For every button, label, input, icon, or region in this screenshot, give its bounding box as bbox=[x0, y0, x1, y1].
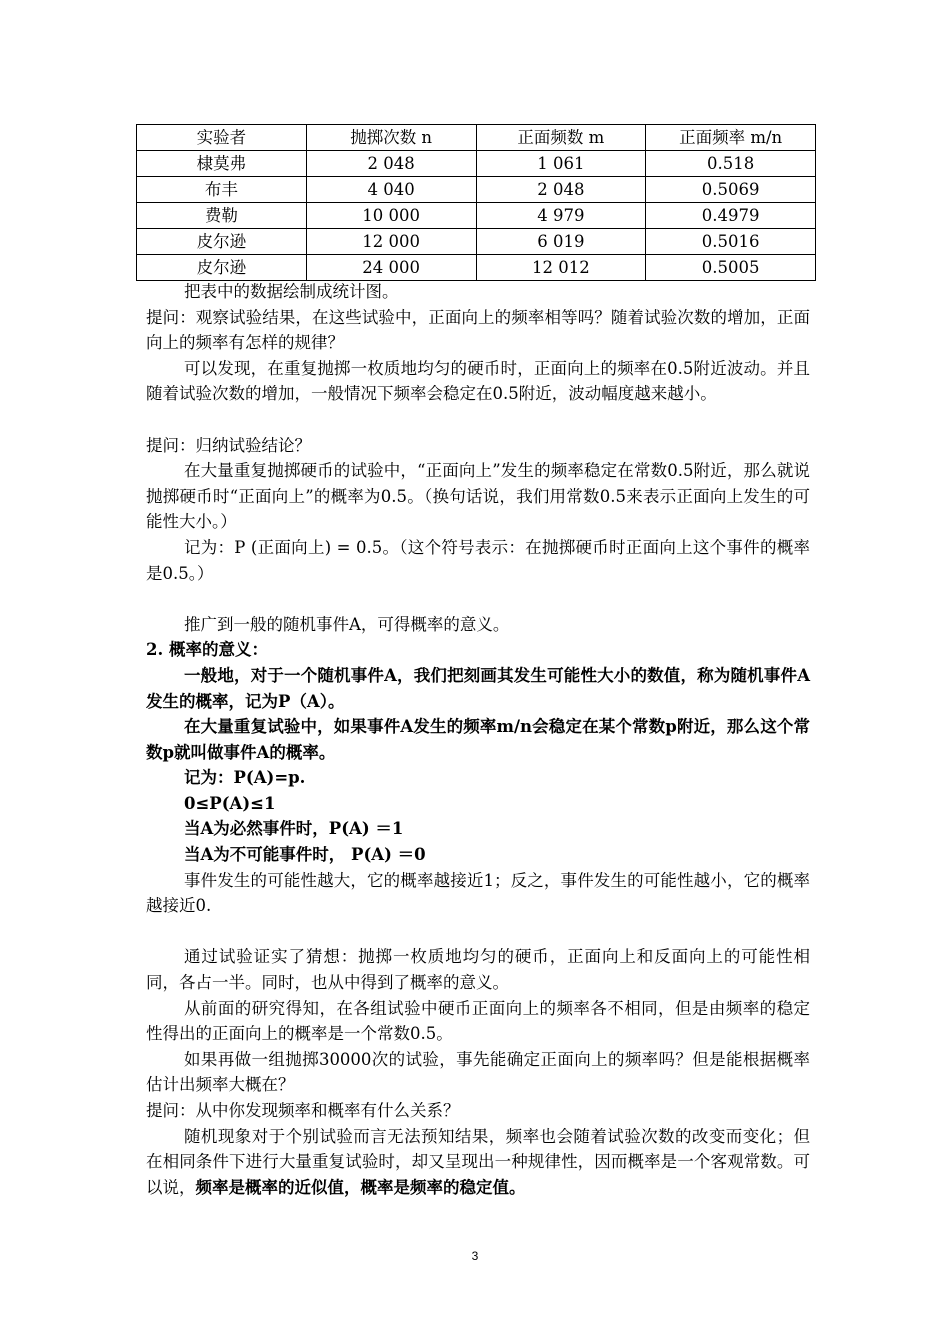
table-cell: 2 048 bbox=[476, 177, 646, 203]
table-row bbox=[137, 177, 816, 203]
table-cell: 0.4979 bbox=[646, 203, 816, 229]
paragraph: 把表中的数据绘制成统计图。 bbox=[184, 282, 399, 301]
header-cell: 抛掷次数 n bbox=[306, 125, 476, 151]
header-cell: 正面频数 m bbox=[476, 125, 646, 151]
question-paragraph: 提问：归纳试验结论？ bbox=[146, 435, 311, 455]
question-paragraph: 提问：从中你发现频率和概率有什么关系？ bbox=[146, 1101, 460, 1120]
paragraph: 在大量重复抛掷硬币的试验中，“正面向上”发生的频率稳定在常数0.5附近，那么就说抛掷硬币时“正面向上”的概率为0.5。（换句话说，我们用常数0.5来表示正面向上发生的可能性大小。） bbox=[146, 461, 810, 532]
formula-line: 当A为必然事件时，P(A) ＝1 bbox=[184, 819, 404, 839]
paragraph: 记为：P (正面向上) = 0.5。（这个符号表示：在抛掷硬币时正面向上这个事件的概率是0.5。） bbox=[146, 537, 810, 583]
conclusion-text: 随机现象对于个别试验而言无法预知结果，频率也会随着试验次数的改变而变化；但在相同条件下进行大量重复试验时，却又呈现出一种规律性，因而概率是一个客观常数。可以说， bbox=[146, 1126, 810, 1197]
table-row bbox=[137, 203, 816, 229]
question-paragraph: 提问：观察试验结果，在这些试验中，正面向上的频率相等吗？随着试验次数的增加，正面向上的频率有怎样的规律？ bbox=[146, 307, 810, 353]
paragraph: 如果再做一组抛掷30000次的试验，事先能确定正面向上的频率吗？但是能根据概率估计出频率大概在？ bbox=[146, 1049, 810, 1095]
table-row bbox=[137, 229, 816, 255]
table-row bbox=[137, 151, 816, 177]
table-cell: 1 061 bbox=[476, 151, 646, 177]
table-cell: 0.5069 bbox=[646, 177, 816, 203]
table-cell: 10 000 bbox=[306, 203, 476, 229]
section-heading: 2. 概率的意义： bbox=[146, 640, 268, 660]
table-cell: 皮尔逊 bbox=[137, 229, 307, 255]
table-cell: 棣莫弗 bbox=[137, 151, 307, 177]
paragraph: 推广到一般的随机事件A，可得概率的意义。 bbox=[184, 614, 510, 634]
table-cell: 0.5005 bbox=[646, 255, 816, 281]
table-cell: 24 000 bbox=[306, 255, 476, 281]
table-row bbox=[137, 255, 816, 281]
page-number: 3 bbox=[471, 1249, 479, 1263]
coin-toss-table bbox=[136, 124, 816, 281]
table-cell: 皮尔逊 bbox=[137, 255, 307, 281]
table-cell: 0.5016 bbox=[646, 229, 816, 255]
table-header-row bbox=[137, 125, 816, 151]
formula-line: 0≤P(A)≤1 bbox=[184, 793, 276, 813]
definition-paragraph: 一般地，对于一个随机事件A，我们把刻画其发生可能性大小的数值，称为随机事件A发生的概率，记为P（A）。 bbox=[146, 665, 810, 711]
body-text bbox=[146, 279, 810, 1200]
table-cell: 4 979 bbox=[476, 203, 646, 229]
table-cell: 布丰 bbox=[137, 177, 307, 203]
table-cell: 12 000 bbox=[306, 229, 476, 255]
formula-line: 当A为不可能事件时， P(A) ＝0 bbox=[184, 845, 426, 865]
header-cell: 正面频率 m/n bbox=[646, 125, 816, 151]
header-cell: 实验者 bbox=[137, 125, 307, 151]
paragraph: 事件发生的可能性越大，它的概率越接近1；反之，事件发生的可能性越小，它的概率越接近0. bbox=[146, 870, 810, 916]
table-cell: 0.518 bbox=[646, 151, 816, 177]
definition-paragraph: 在大量重复试验中，如果事件A发生的频率m/n会稳定在某个常数p附近，那么这个常数p就叫做事件A的概率。 bbox=[146, 717, 810, 762]
table-cell: 4 040 bbox=[306, 177, 476, 203]
paragraph: 可以发现，在重复抛掷一枚质地均匀的硬币时，正面向上的频率在0.5附近波动。并且随着试验次数的增加，一般情况下频率会稳定在0.5附近，波动幅度越来越小。 bbox=[146, 358, 810, 404]
table-cell: 6 019 bbox=[476, 229, 646, 255]
formula-line: 记为：P(A)=p. bbox=[184, 768, 306, 788]
conclusion-emphasis: 频率是概率的近似值，概率是频率的稳定值。 bbox=[195, 1177, 526, 1197]
table-cell: 12 012 bbox=[476, 255, 646, 281]
paragraph: 通过试验证实了猜想：抛掷一枚质地均匀的硬币，正面向上和反面向上的可能性相同，各占一半。同时，也从中得到了概率的意义。 bbox=[146, 947, 810, 993]
paragraph: 从前面的研究得知，在各组试验中硬币正面向上的频率各不相同，但是由频率的稳定性得出的正面向上的概率是一个常数0.5。 bbox=[146, 998, 810, 1044]
table-cell: 2 048 bbox=[306, 151, 476, 177]
table-cell: 费勒 bbox=[137, 203, 307, 229]
conclusion-paragraph bbox=[146, 1124, 810, 1201]
